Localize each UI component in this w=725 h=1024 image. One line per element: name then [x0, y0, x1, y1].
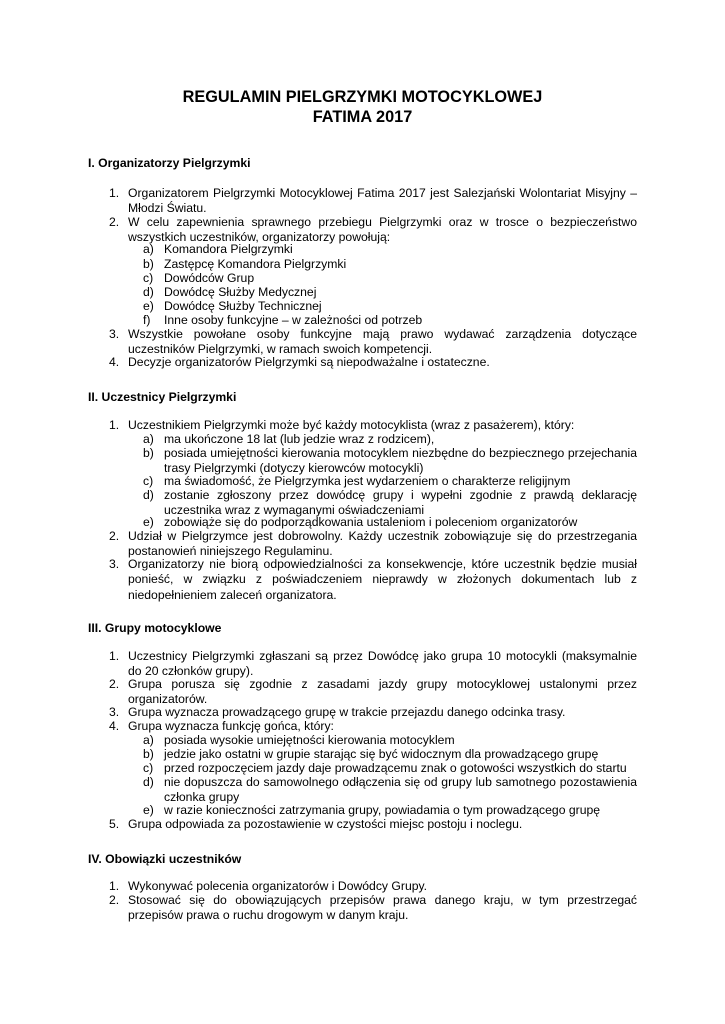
sub-item-text: Dowódcę Służby Medycznej [164, 285, 317, 299]
document-title-line-1: REGULAMIN PIELGRZYMKI MOTOCYKLOWEJ [182, 88, 543, 106]
item-text: W celu zapewnienia sprawnego przebiegu Pielgrzymki oraz w trosce o bezpieczeństwo wszystkich uczestników, organizatorzy powołują: [128, 215, 637, 245]
sub-item-text: ma ukończone 18 lat (lub jedzie wraz z rodzicem), [164, 432, 435, 446]
sub-item-letter: e) [143, 299, 154, 313]
sub-item-text: Komandora Pielgrzymki [164, 242, 293, 256]
item-number: 2. [109, 529, 120, 543]
list-item-3-5 [109, 817, 637, 832]
sub-item-letter: a) [143, 733, 154, 747]
sub-item-text: Dowódców Grup [164, 271, 255, 285]
item-text: Udział w Pielgrzymce jest dobrowolny. Każdy uczestnik zobowiązuje się do przestrzegania postanowień niniejszego Regulaminu. [128, 529, 637, 559]
sub-item-letter: b) [143, 446, 154, 460]
list-item-1-3 [109, 327, 637, 358]
item-text: Uczestnikiem Pielgrzymki może być każdy motocyklista (wraz z pasażerem), który: [128, 418, 575, 432]
sub-item-text: w razie konieczności zatrzymania grupy, powiadamia o tym prowadzącego grupę [164, 803, 601, 817]
item-number: 1. [109, 186, 120, 200]
item-number: 3. [109, 327, 120, 341]
item-number: 3. [109, 705, 120, 719]
sub-item-letter: b) [143, 257, 154, 271]
sub-item-2-1-b [143, 446, 637, 477]
sub-item-letter: c) [143, 271, 154, 285]
list-item-4-2 [109, 893, 637, 924]
item-text: Wszystkie powołane osoby funkcyjne mają prawo wydawać zarządzenia dotyczące uczestników Pielgrzymki, w ramach swoich kompetencji. [128, 327, 637, 357]
section-heading-1: I. Organizatorzy Pielgrzymki [88, 156, 251, 170]
item-number: 4. [109, 355, 120, 369]
item-text: Uczestnicy Pielgrzymki zgłaszani są przez Dowódcę jako grupa 10 motocykli (maksymalnie do 20 członków grupy). [128, 649, 637, 679]
sub-item-letter: e) [143, 803, 154, 817]
sub-item-text: Dowódcę Służby Technicznej [164, 299, 322, 313]
item-number: 5. [109, 817, 120, 831]
item-number: 2. [109, 215, 120, 229]
item-number: 1. [109, 418, 120, 432]
sub-item-text: nie dopuszcza do samowolnego odłączenia się od grupy lub samotnego pozostawienia członka grupy [164, 775, 637, 805]
sub-item-text: zobowiąże się do podporządkowania ustaleniom i poleceniom organizatorów [164, 515, 578, 529]
sub-item-text: przed rozpoczęciem jazdy daje prowadzącemu znak o gotowości wszystkich do startu [164, 761, 627, 775]
item-text: Grupa odpowiada za pozostawienie w czystości miejsc postoju i noclegu. [128, 817, 523, 831]
item-number: 3. [109, 557, 120, 571]
sub-item-letter: a) [143, 432, 154, 446]
section-heading-3: III. Grupy motocyklowe [88, 621, 222, 635]
item-number: 1. [109, 649, 120, 663]
list-item-1-4 [109, 355, 637, 370]
sub-item-letter: d) [143, 285, 154, 299]
sub-item-text: ma świadomość, że Pielgrzymka jest wydarzeniem o charakterze religijnym [164, 474, 571, 488]
item-number: 4. [109, 719, 120, 733]
item-text: Wykonywać polecenia organizatorów i Dowódcy Grupy. [128, 879, 428, 893]
sub-item-letter: c) [143, 761, 154, 775]
item-text: Organizatorzy nie biorą odpowiedzialności za konsekwencje, które uczestnik będzie musiał ponieść, w związku z poświadczeniem nieprawdy w złożonych dokumentach lub z niedopełnieniem zaleceń organizatora. [128, 557, 637, 602]
sub-item-letter: b) [143, 747, 154, 761]
list-item-2-3 [109, 557, 637, 603]
list-item-1-1 [109, 186, 637, 217]
item-text: Organizatorem Pielgrzymki Motocyklowej Fatima 2017 jest Salezjański Wolontariat Misyjny – Młodzi Światu. [128, 186, 637, 216]
item-text: Grupa wyznacza funkcję gońca, który: [128, 719, 334, 733]
item-number: 2. [109, 677, 120, 691]
sub-item-letter: a) [143, 242, 154, 256]
sub-item-1-2-a [143, 242, 637, 257]
list-item-2-2 [109, 529, 637, 560]
sub-item-letter: d) [143, 488, 154, 502]
item-text: Decyzje organizatorów Pielgrzymki są niepodważalne i ostateczne. [128, 355, 490, 369]
section-heading-4: IV. Obowiązki uczestników [88, 852, 242, 866]
section-heading-2: II. Uczestnicy Pielgrzymki [88, 390, 237, 404]
list-item-3-2 [109, 677, 637, 708]
sub-item-text: posiada wysokie umiejętności kierowania motocyklem [164, 733, 455, 747]
sub-item-text: zostanie zgłoszony przez dowódcę grupy i wypełni zgodnie z prawdą deklarację uczestnika wraz z wymaganymi oświadczeniami [164, 488, 637, 518]
item-text: Grupa porusza się zgodnie z zasadami jazdy grupy motocyklowej ustalonymi przez organizatorów. [128, 677, 637, 707]
list-item-3-1 [109, 649, 637, 680]
sub-item-3-4-d [143, 775, 637, 806]
sub-item-letter: d) [143, 775, 154, 789]
item-number: 1. [109, 879, 120, 893]
document-title-line-2: FATIMA 2017 [312, 108, 413, 126]
sub-item-letter: e) [143, 515, 154, 529]
sub-item-letter: c) [143, 474, 154, 488]
item-number: 2. [109, 893, 120, 907]
sub-item-text: Inne osoby funkcyjne – w zależności od potrzeb [164, 313, 423, 327]
sub-item-text: Zastępcę Komandora Pielgrzymki [164, 257, 347, 271]
item-text: Grupa wyznacza prowadzącego grupę w trakcie przejazdu danego odcinka trasy. [128, 705, 566, 719]
sub-item-letter: f) [143, 313, 151, 327]
item-text: Stosować się do obowiązujących przepisów prawa danego kraju, w tym przestrzegać przepisów prawa o ruchu drogowym w danym kraju. [128, 893, 637, 923]
sub-item-text: posiada umiejętności kierowania motocyklem niezbędne do bezpiecznego przejechania trasy Pielgrzymki (dotyczy kierowców motocykli) [164, 446, 637, 476]
sub-item-text: jedzie jako ostatni w grupie starając się być widocznym dla prowadzącego grupę [164, 747, 599, 761]
